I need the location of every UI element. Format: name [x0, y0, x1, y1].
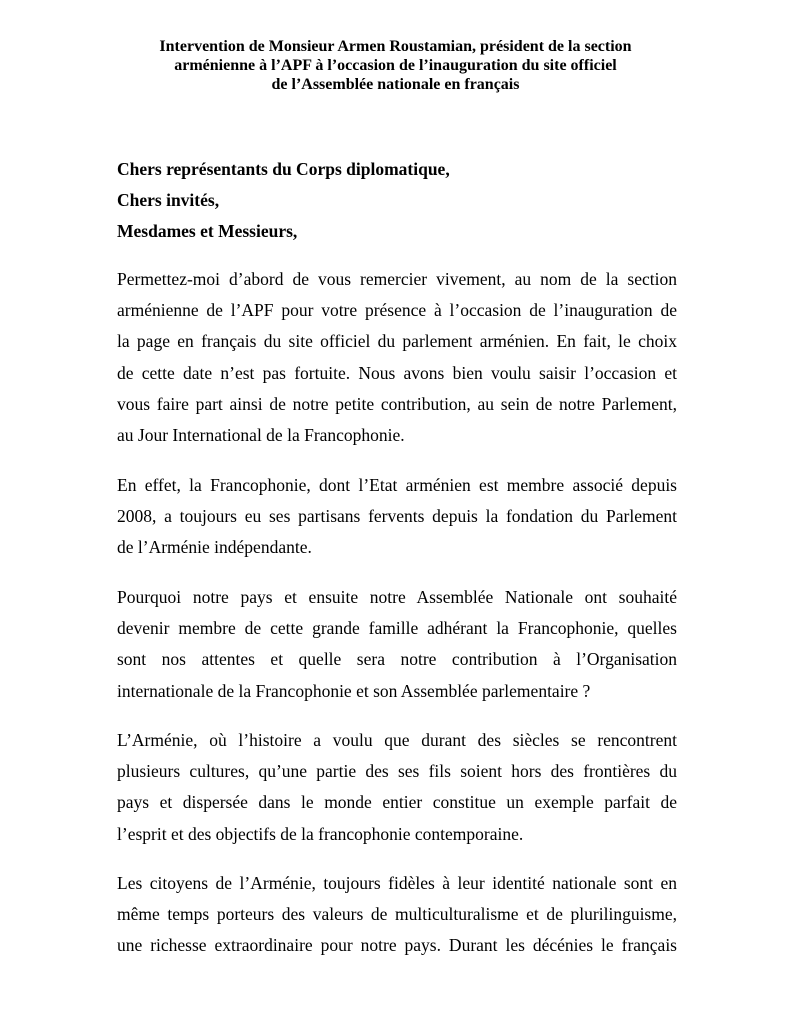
text-line: sont nos attentes et quelle sera notre contribution à l’Organisation: [117, 649, 677, 670]
text-line: Permettez-moi d’abord de vous remercier vivement, au nom de la section: [117, 269, 677, 289]
paragraph-francophonie: [117, 470, 677, 564]
paragraph-citizens: [117, 868, 677, 962]
text-line: la page en français du site officiel du parlement arménien. En fait, le choix: [117, 331, 677, 352]
text-line: vous faire part ainsi de notre petite contribution, au sein de notre Parlement,: [117, 393, 677, 414]
paragraph-questions: [117, 582, 677, 707]
paragraph-thanks: [117, 264, 677, 451]
text-line: l’esprit et des objectifs de la francophonie contemporaine.: [117, 823, 524, 844]
salutation-line: Mesdames et Messieurs,: [117, 221, 298, 241]
text-line: pays et dispersée dans le monde entier constitue un exemple parfait de: [117, 792, 677, 813]
salutation-block: [117, 154, 677, 247]
salutation-line: Chers invités,: [117, 190, 220, 210]
text-line: au Jour International de la Francophonie.: [117, 425, 405, 446]
text-line: arménienne de l’APF pour votre présence à l’occasion de l’inauguration de: [117, 300, 677, 321]
salutation-line: Chers représentants du Corps diplomatique,: [117, 159, 450, 179]
text-line: internationale de la Francophonie et son Assemblée parlementaire ?: [117, 680, 591, 701]
text-line: de l’Arménie indépendante.: [117, 537, 312, 558]
title-line: Intervention de Monsieur Armen Roustamian, président de la section: [159, 38, 632, 55]
text-line: de cette date n’est pas fortuite. Nous avons bien voulu saisir l’occasion et: [117, 362, 677, 383]
title-line: arménienne à l’APF à l’occasion de l’inauguration du site officiel: [174, 57, 617, 74]
title-line: de l’Assemblée nationale en français: [271, 76, 520, 93]
text-line: En effet, la Francophonie, dont l’Etat arménien est membre associé depuis: [117, 475, 677, 495]
document-title: [60, 37, 731, 94]
text-line: Pourquoi notre pays et ensuite notre Assemblée Nationale ont souhaité: [117, 587, 677, 607]
text-line: une richesse extraordinaire pour notre pays. Durant les décénies le français: [117, 935, 677, 956]
text-line: L’Arménie, où l’histoire a voulu que durant des siècles se rencontrent: [117, 730, 677, 750]
text-line: devenir membre de cette grande famille adhérant la Francophonie, quelles: [117, 618, 677, 639]
text-line: même temps porteurs des valeurs de multiculturalisme et de plurilinguisme,: [117, 904, 677, 925]
text-line: 2008, a toujours eu ses partisans fervents depuis la fondation du Parlement: [117, 506, 677, 527]
paragraph-armenia: [117, 725, 677, 850]
text-line: plusieurs cultures, qu’une partie des ses fils soient hors des frontières du: [117, 761, 677, 782]
text-line: Les citoyens de l’Arménie, toujours fidèles à leur identité nationale sont en: [117, 873, 677, 893]
